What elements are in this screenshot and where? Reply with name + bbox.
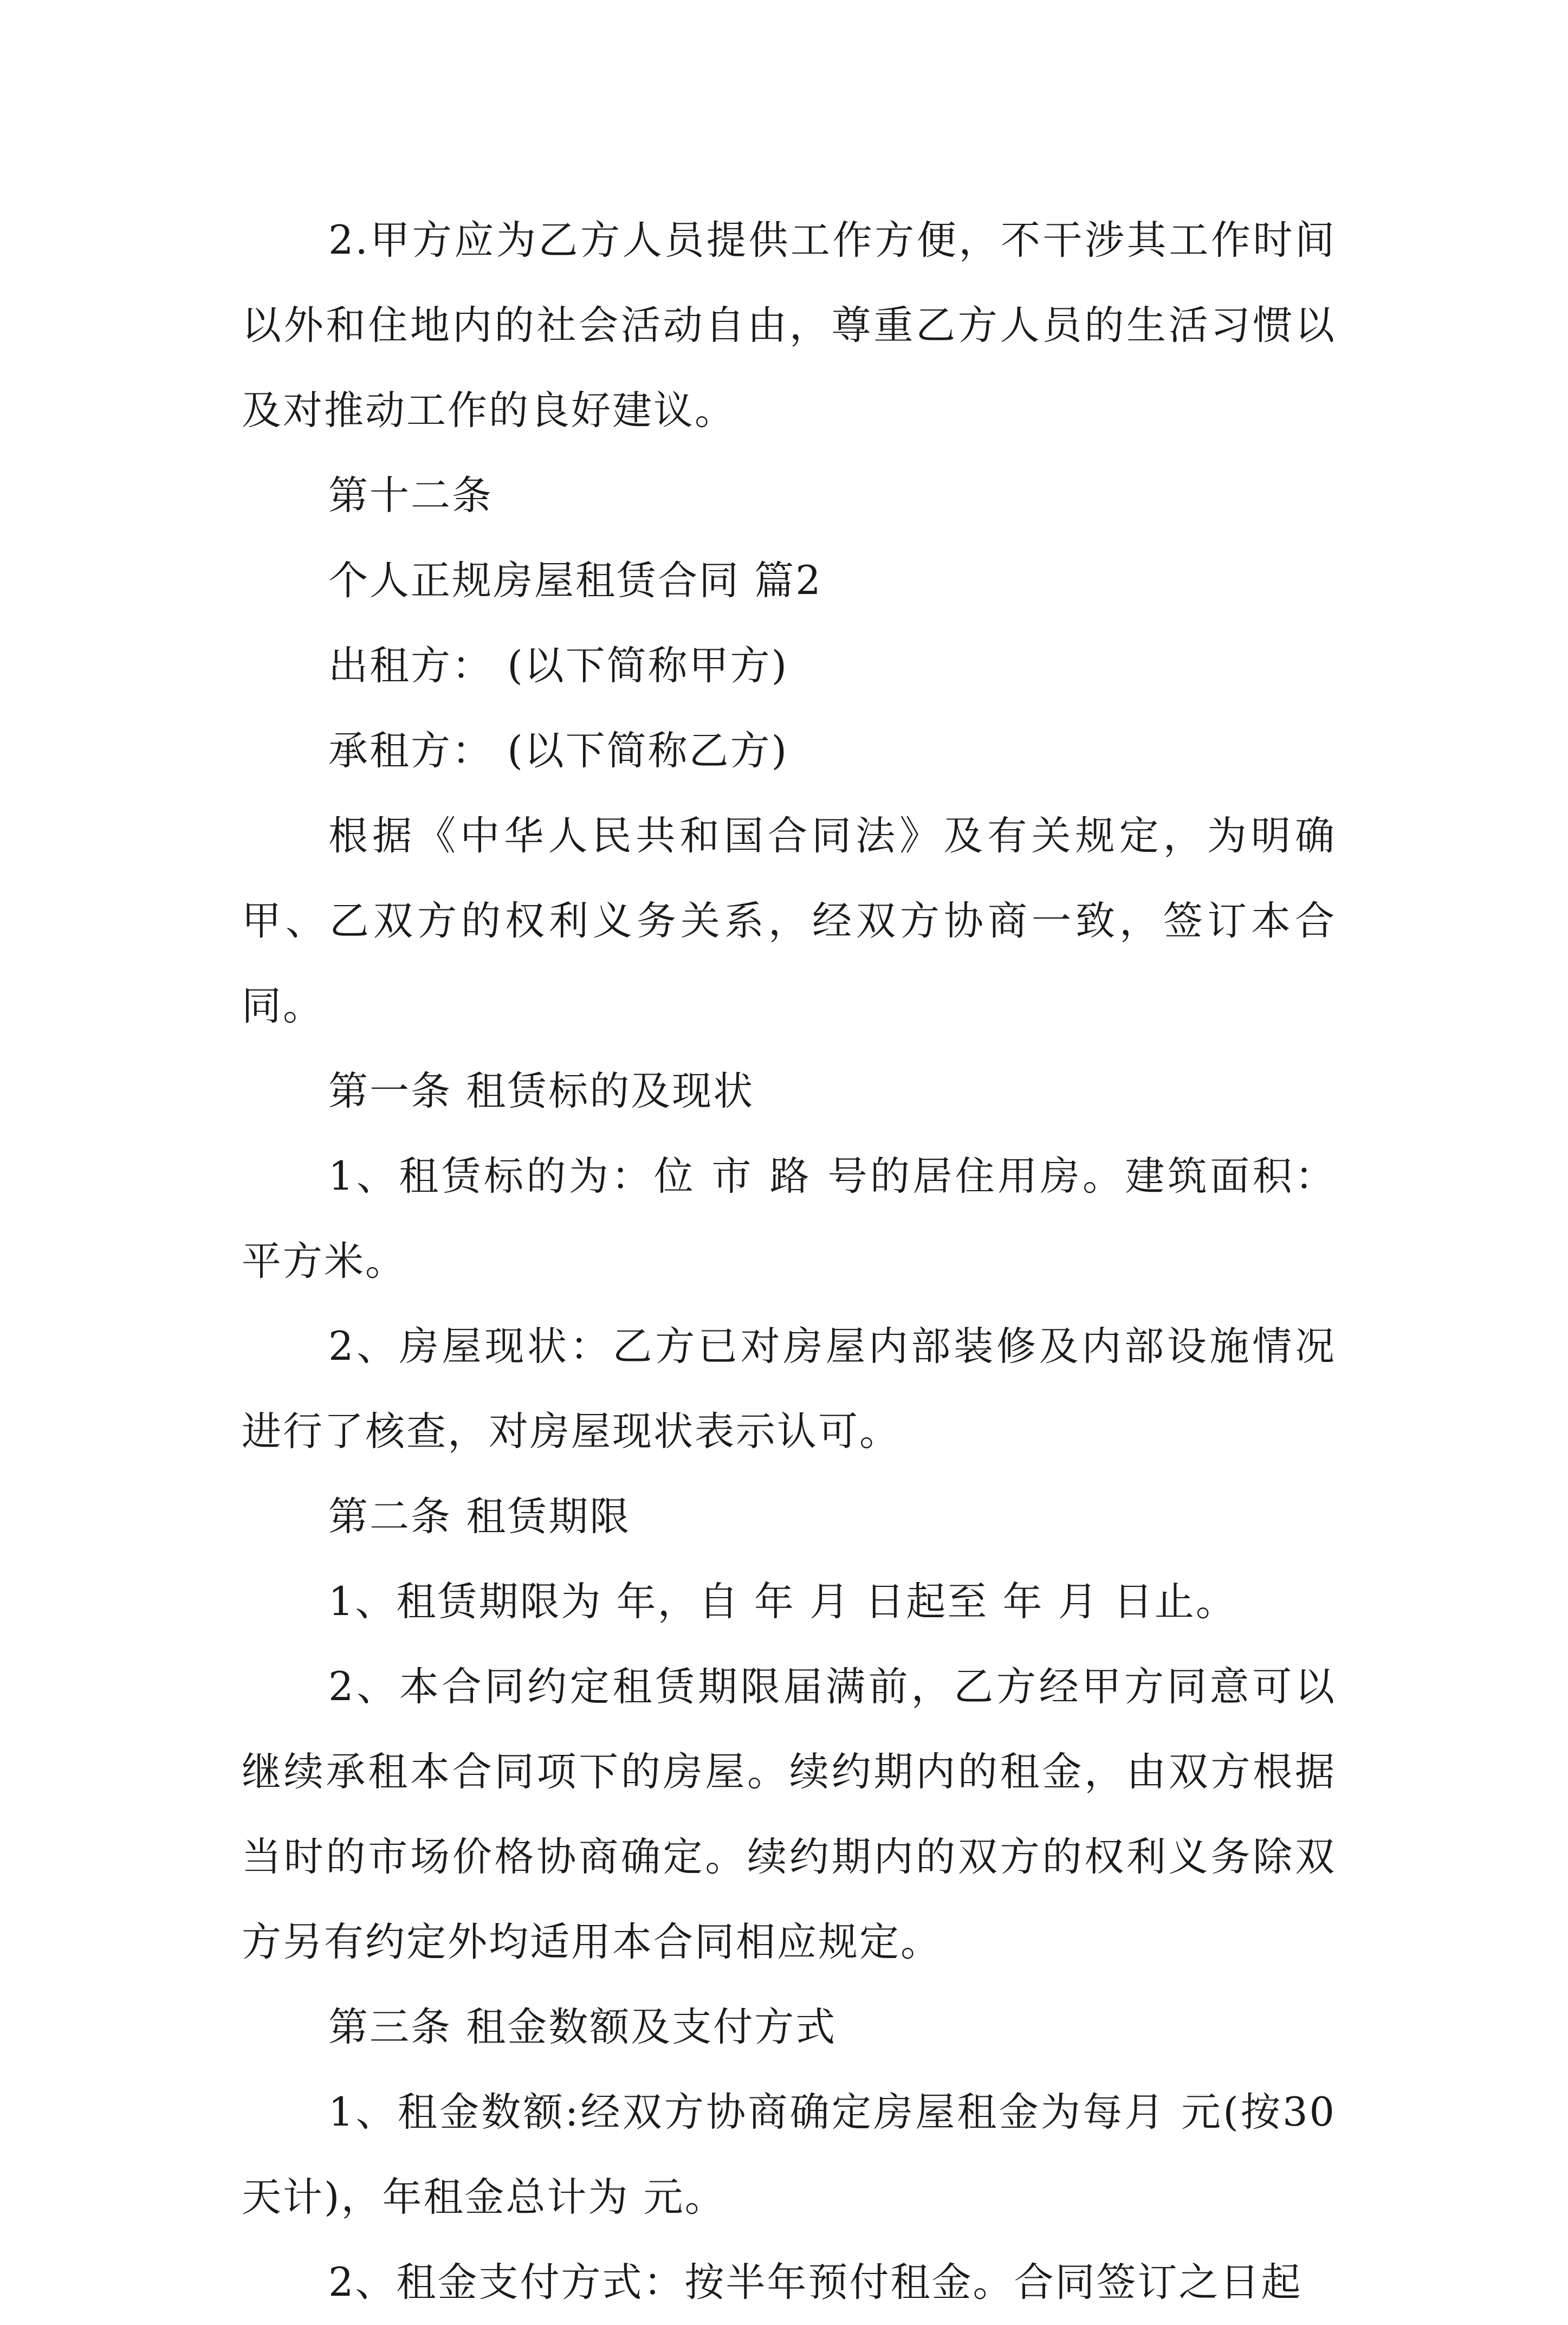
paragraph-clause-2-obligations: 2.甲方应为乙方人员提供工作方便，不干涉其工作时间以外和住地内的社会活动自由，尊重乙方人员的生活习惯以及对推动工作的良好建议。 — [242, 217, 1336, 434]
paragraph-article-2-heading: 第二条 租赁期限 — [328, 1494, 631, 1540]
paragraph-article-3-item-1: 1、租金数额:经双方协商确定房屋租金为每月 元(按30天计)，年租金总计为 元。 — [242, 2089, 1336, 2220]
paragraph-article-3-item-2: 2、租金支付方式：按半年预付租金。合同签订之日起 — [328, 2259, 1303, 2305]
paragraph-article-1-heading: 第一条 租赁标的及现状 — [328, 1068, 755, 1114]
document-body — [242, 198, 1336, 2325]
paragraph-article-2-item-2: 2、本合同约定租赁期限届满前，乙方经甲方同意可以继续承租本合同项下的房屋。续约期内的租金，由双方根据当时的市场价格协商确定。续约期内的双方的权利义务除双方另有约定外均适用本合同相应规定。 — [242, 1664, 1336, 1965]
paragraph-lessee: 承租方： (以下简称乙方) — [328, 728, 789, 774]
paragraph-lessor: 出租方： (以下简称甲方) — [328, 643, 789, 689]
paragraph-article-12-heading: 第十二条 — [328, 473, 493, 519]
paragraph-article-1-item-1: 1、租赁标的为：位 市 路 号的居住用房。建筑面积：平方米。 — [242, 1153, 1336, 1284]
paragraph-article-2-item-1: 1、租赁期限为 年，自 年 月 日起至 年 月 日止。 — [328, 1579, 1237, 1625]
paragraph-contract-title: 个人正规房屋租赁合同 篇2 — [328, 558, 822, 604]
paragraph-article-1-item-2: 2、房屋现状：乙方已对房屋内部装修及内部设施情况进行了核查，对房屋现状表示认可。 — [242, 1323, 1336, 1455]
paragraph-preamble: 根据《中华人民共和国合同法》及有关规定，为明确甲、乙双方的权利义务关系，经双方协商一致，签订本合同。 — [242, 813, 1336, 1029]
paragraph-article-3-heading: 第三条 租金数额及支付方式 — [328, 2004, 837, 2050]
